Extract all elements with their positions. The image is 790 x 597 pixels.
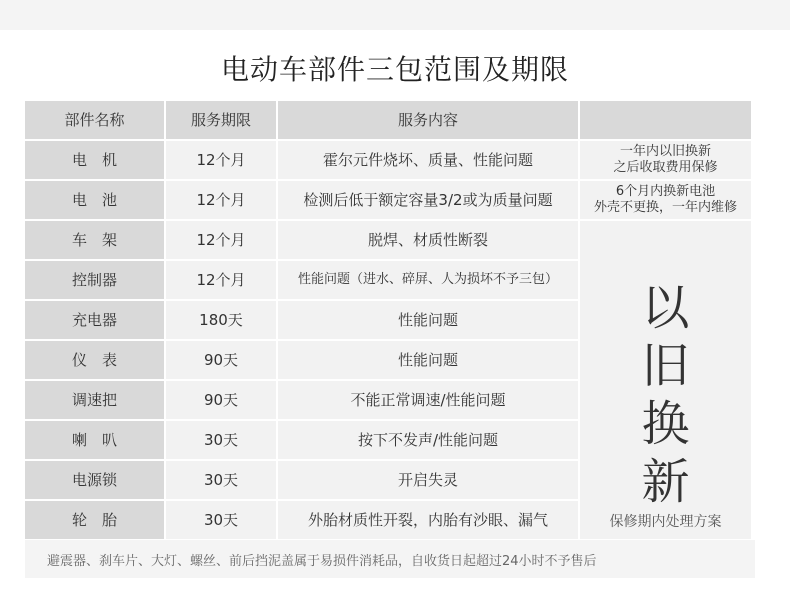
part-name: 车 架 <box>25 221 164 259</box>
part-name: 电 池 <box>25 181 164 219</box>
part-name: 调速把 <box>25 381 164 419</box>
service-content: 性能问题 <box>278 301 578 339</box>
service-content: 性能问题（进水、碎屏、人为损坏不予三包） <box>278 261 578 299</box>
header-part-name: 部件名称 <box>25 101 164 139</box>
merged-handling-cell <box>580 221 751 539</box>
part-name: 电源锁 <box>25 461 164 499</box>
service-content: 不能正常调速/性能问题 <box>278 381 578 419</box>
service-period: 12个月 <box>166 261 276 299</box>
service-period: 12个月 <box>166 181 276 219</box>
part-name: 喇 叭 <box>25 421 164 459</box>
header-blank <box>580 101 751 139</box>
service-period: 30天 <box>166 421 276 459</box>
service-content: 性能问题 <box>278 341 578 379</box>
service-period: 90天 <box>166 341 276 379</box>
service-content: 外胎材质性开裂，内胎有沙眼、漏气 <box>278 501 578 539</box>
handling-note: 6个月内换新电池 外壳不更换，一年内维修 <box>580 181 751 219</box>
service-content: 开启失灵 <box>278 461 578 499</box>
service-period: 90天 <box>166 381 276 419</box>
part-name: 充电器 <box>25 301 164 339</box>
header-service-period: 服务期限 <box>166 101 276 139</box>
service-content: 检测后低于额定容量3/2或为质量问题 <box>278 181 578 219</box>
service-period: 30天 <box>166 461 276 499</box>
service-period: 12个月 <box>166 141 276 179</box>
page-title: 电动车部件三包范围及期限 <box>220 53 569 86</box>
top-band <box>0 0 790 30</box>
part-name: 控制器 <box>25 261 164 299</box>
warranty-plan-label: 保修期内处理方案 <box>609 514 722 530</box>
service-period: 30天 <box>166 501 276 539</box>
service-content: 脱焊、材质性断裂 <box>278 221 578 259</box>
trade-in-new-label: 以旧换新 <box>641 280 690 510</box>
service-content: 按下不发声/性能问题 <box>278 421 578 459</box>
handling-note: 一年内以旧换新 之后收取费用保修 <box>580 141 751 179</box>
footer-note: 避震器、刹车片、大灯、螺丝、前后挡泥盖属于易损件消耗品，自收货日起超过24小时不予售后 <box>25 540 755 578</box>
part-name: 仪 表 <box>25 341 164 379</box>
service-period: 12个月 <box>166 221 276 259</box>
service-content: 霍尔元件烧坏、质量、性能问题 <box>278 141 578 179</box>
header-service-content: 服务内容 <box>278 101 578 139</box>
part-name: 电 机 <box>25 141 164 179</box>
part-name: 轮 胎 <box>25 501 164 539</box>
service-period: 180天 <box>166 301 276 339</box>
